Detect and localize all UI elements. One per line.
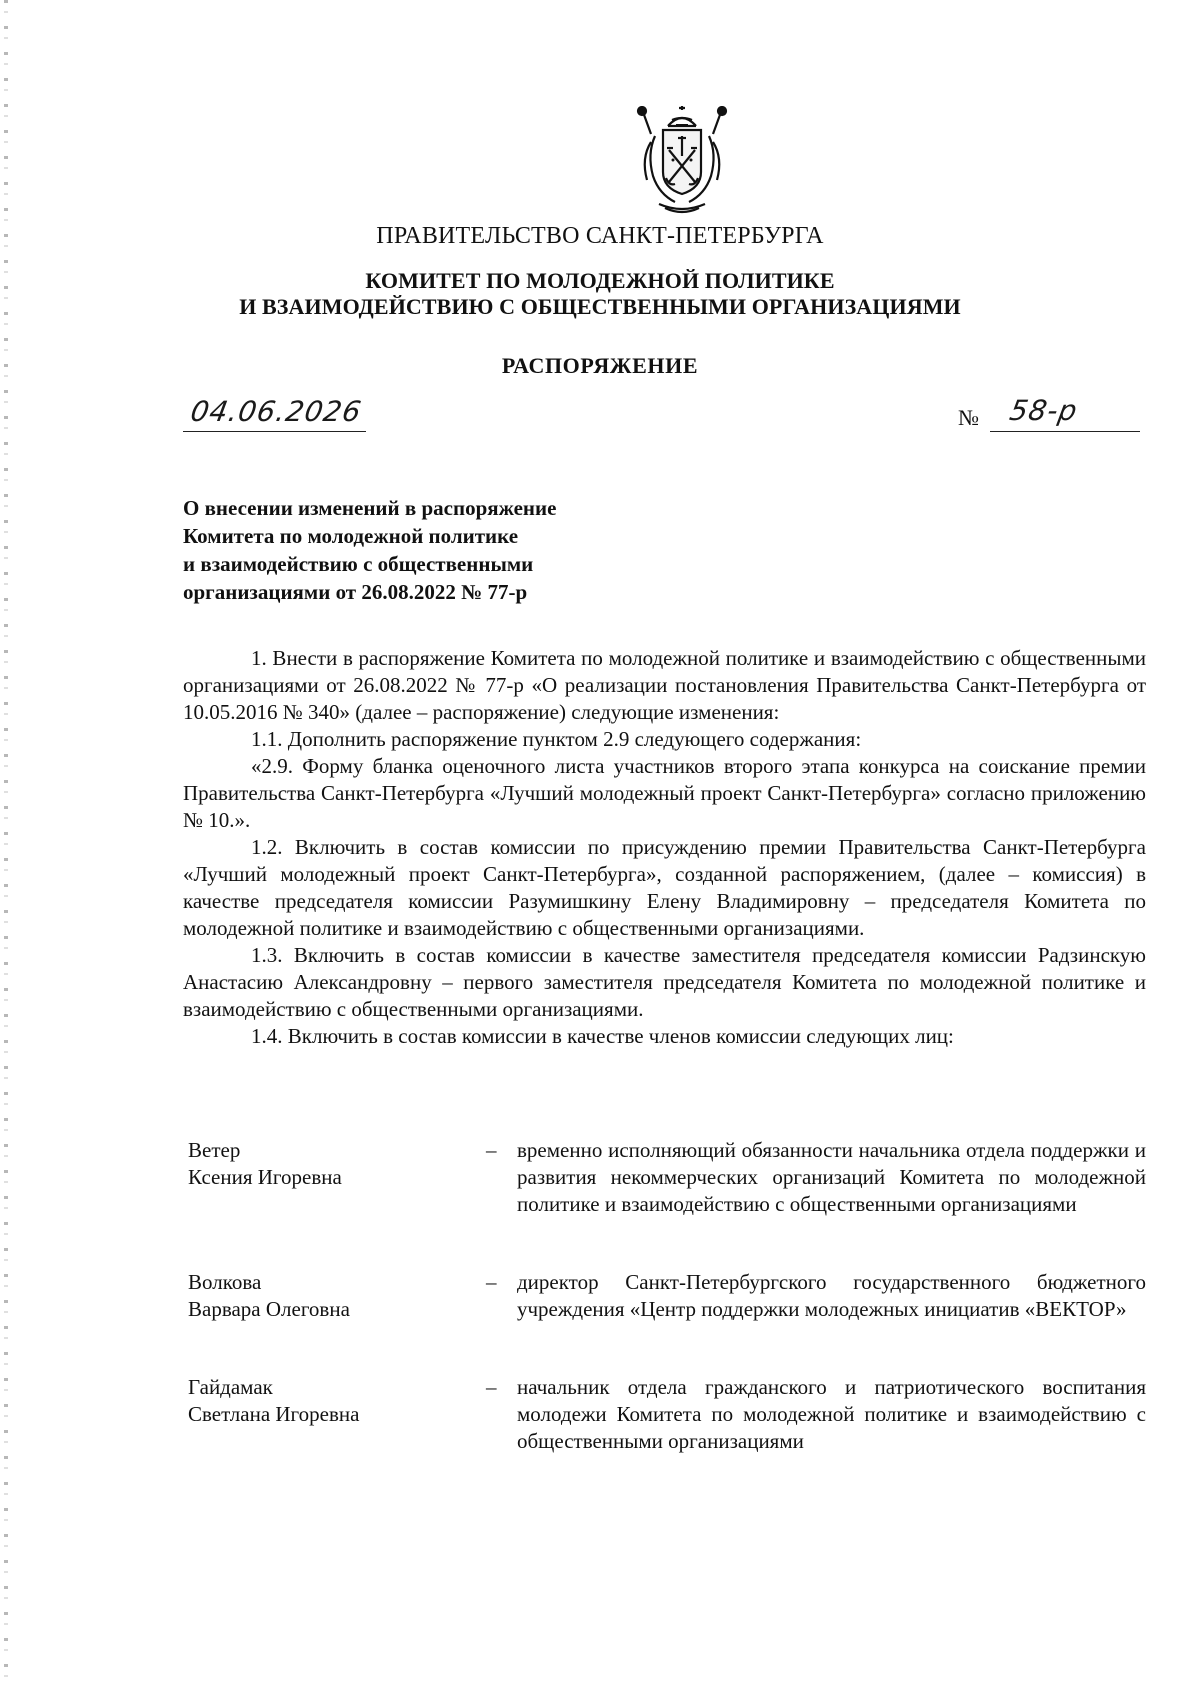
member-given-names: Варвара Олеговна	[188, 1297, 350, 1321]
paragraph-1-3: 1.3. Включить в состав комиссии в качестве заместителя председателя комиссии Радзинскую Анастасию Александровну – первого заместителя председателя Комитета по молодежной политике и взаимодействию с общественными организациями.	[183, 943, 1146, 1021]
document-date-field	[183, 395, 366, 432]
government-name: ПРАВИТЕЛЬСТВО САНКТ-ПЕТЕРБУРГА	[376, 223, 824, 249]
member-role: директор Санкт-Петербургского государственного бюджетного учреждения «Центр поддержки молодежных инициатив «ВЕКТОР»	[517, 1270, 1146, 1321]
number-label: №	[958, 405, 979, 430]
member-dash: –	[486, 1375, 497, 1399]
document-number: 58-р	[1007, 394, 1081, 427]
member-dash: –	[486, 1138, 497, 1162]
document-type: РАСПОРЯЖЕНИЕ	[501, 353, 699, 378]
member-given-names: Ксения Игоревна	[188, 1165, 342, 1189]
document-date: 04.06.2026	[188, 395, 365, 428]
member-surname: Гайдамак	[188, 1375, 273, 1399]
subject-line: и взаимодействию с общественными	[183, 552, 534, 576]
member-given-names: Светлана Игоревна	[188, 1402, 360, 1426]
member-surname: Ветер	[188, 1138, 241, 1162]
subject-line: О внесении изменений в распоряжение	[183, 496, 557, 520]
subject-line: Комитета по молодежной политике	[183, 524, 519, 548]
member-surname: Волкова	[188, 1270, 262, 1294]
document-number-field	[990, 395, 1140, 432]
paragraph-1-1-quote: «2.9. Форму бланка оценочного листа участников второго этапа конкурса на соискание премии Правительства Санкт-Петербурга «Лучший молодежный проект Санкт-Петербурга» согласно приложению № 10.».	[183, 754, 1146, 832]
paragraph-1: 1. Внести в распоряжение Комитета по молодежной политике и взаимодействию с общественными организациями от 26.08.2022 № 77-р «О реализации постановления Правительства Санкт-Петербурга от 10.05.2016 № 340» (далее – распоряжение) следующие изменения:	[183, 646, 1146, 724]
member-dash: –	[486, 1270, 497, 1294]
scan-edge-artifact	[4, 0, 8, 1685]
subject-line: организациями от 26.08.2022 № 77-р	[183, 580, 528, 604]
document-subject	[183, 494, 556, 606]
committee-name-line-1: КОМИТЕТ ПО МОЛОДЕЖНОЙ ПОЛИТИКЕ	[365, 268, 835, 293]
document-body	[183, 645, 1146, 1050]
paragraph-1-4: 1.4. Включить в состав комиссии в качестве членов комиссии следующих лиц:	[251, 1024, 954, 1048]
paragraph-1-1: 1.1. Дополнить распоряжение пунктом 2.9 следующего содержания:	[251, 727, 862, 751]
member-role: временно исполняющий обязанности начальника отдела поддержки и развития некоммерческих организаций Комитета по молодежной политике и взаимодействию с общественными организациями	[517, 1138, 1146, 1216]
member-name	[188, 1269, 458, 1323]
member-name	[188, 1374, 458, 1428]
saint-petersburg-coat-of-arms-icon	[631, 106, 733, 216]
committee-name-line-2: И ВЗАИМОДЕЙСТВИЮ С ОБЩЕСТВЕННЫМИ ОРГАНИЗАЦИЯМИ	[239, 294, 961, 319]
member-name	[188, 1137, 458, 1191]
member-role: начальник отдела гражданского и патриотического воспитания молодежи Комитета по молодежной политике и взаимодействию с общественными организациями	[517, 1375, 1146, 1453]
paragraph-1-2: 1.2. Включить в состав комиссии по присуждению премии Правительства Санкт-Петербурга «Лучший молодежный проект Санкт-Петербурга», созданной распоряжением, (далее – комиссия) в качестве председателя комиссии Разумишкину Елену Владимировну – председателя Комитета по молодежной политике и взаимодействию с общественными организациями.	[183, 835, 1146, 940]
